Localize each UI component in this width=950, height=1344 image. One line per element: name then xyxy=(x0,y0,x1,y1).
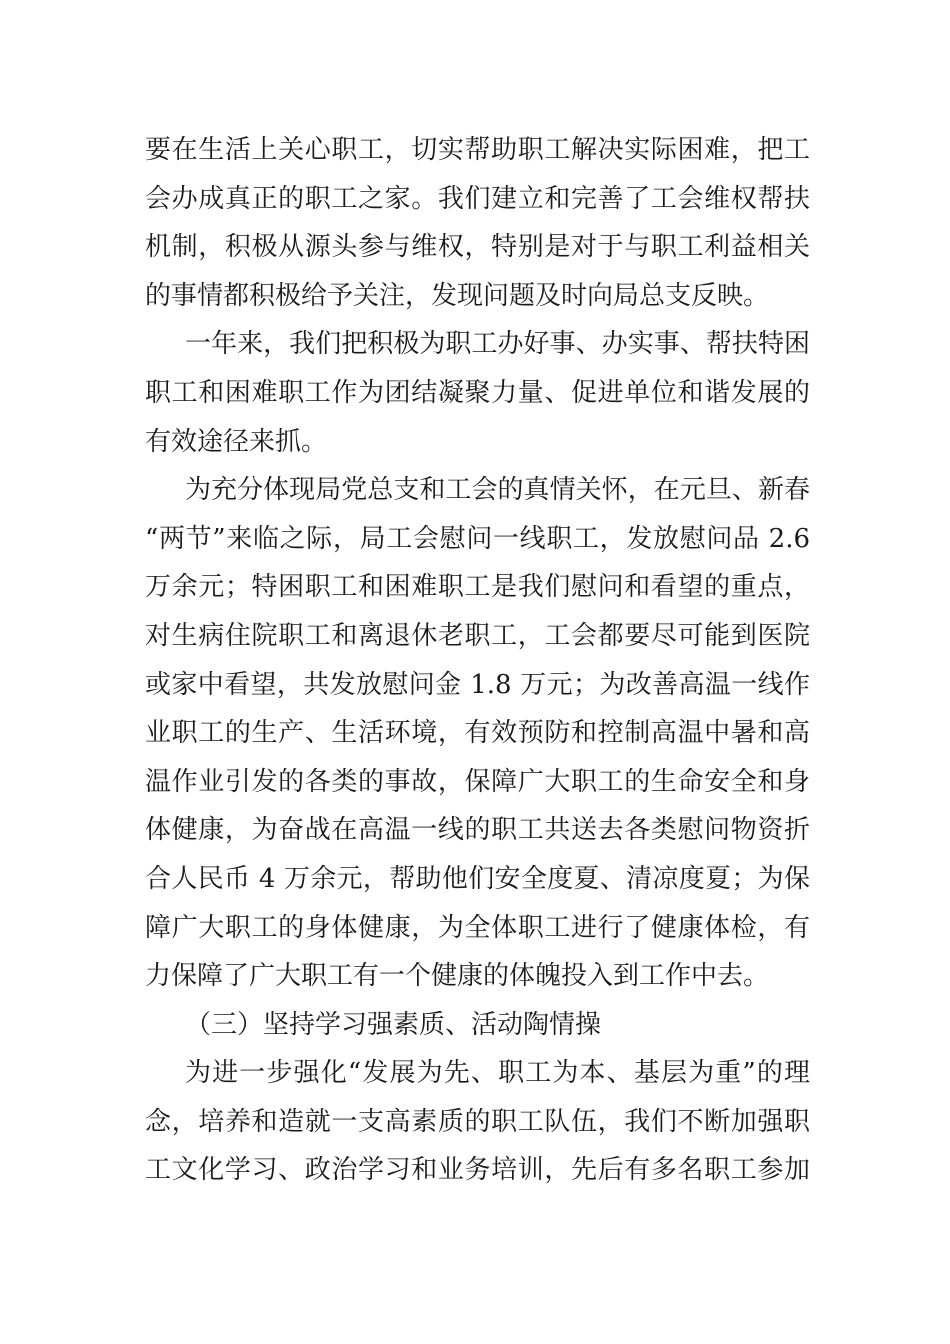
text-line: 为进一步强化“发展为先、职工为本、基层为重”的理 xyxy=(185,1058,810,1089)
text-line: 对生病住院职工和离退休老职工，工会都要尽可能到医院 xyxy=(145,620,810,651)
text-line: 万余元；特困职工和困难职工是我们慰问和看望的重点， xyxy=(145,572,810,603)
text-line: 业职工的生产、生活环境，有效预防和控制高温中暑和高 xyxy=(145,718,810,749)
text-line: 体健康，为奋战在高温一线的职工共送去各类慰问物资折 xyxy=(145,815,810,846)
text-line: 一年来，我们把积极为职工办好事、办实事、帮扶特困 xyxy=(185,329,810,360)
text-line: 念，培养和造就一支高素质的职工队伍，我们不断加强职 xyxy=(145,1106,810,1137)
text-line: 有效途径来抓。 xyxy=(145,426,328,457)
text-line: 为充分体现局党总支和工会的真情关怀，在元旦、新春 xyxy=(185,475,810,506)
text-line: 温作业引发的各类的事故，保障广大职工的生命安全和身 xyxy=(145,766,810,797)
text-line: 会办成真正的职工之家。我们建立和完善了工会维权帮扶 xyxy=(145,183,810,214)
text-line: 职工和困难职工作为团结凝聚力量、促进单位和谐发展的 xyxy=(145,377,810,408)
section-heading: （三）坚持学习强素质、活动陶情操 xyxy=(185,1009,602,1040)
text-line: 或家中看望，共发放慰问金 1.8 万元；为改善高温一线作 xyxy=(145,669,810,700)
body-text xyxy=(145,126,810,1195)
text-line: 合人民币 4 万余元，帮助他们安全度夏、清凉度夏；为保 xyxy=(145,863,810,894)
text-line: 机制，积极从源头参与维权，特别是对于与职工利益相关 xyxy=(145,232,810,263)
text-line: “两节”来临之际，局工会慰问一线职工，发放慰问品 2.6 xyxy=(145,523,810,554)
text-line: 力保障了广大职工有一个健康的体魄投入到工作中去。 xyxy=(145,961,770,992)
text-line: 工文化学习、政治学习和业务培训，先后有多名职工参加 xyxy=(145,1155,810,1186)
text-line: 障广大职工的身体健康，为全体职工进行了健康体检，有 xyxy=(145,912,810,943)
text-line: 要在生活上关心职工，切实帮助职工解决实际困难，把工 xyxy=(145,135,810,165)
text-line: 的事情都积极给予关注，发现问题及时向局总支反映。 xyxy=(145,280,770,311)
